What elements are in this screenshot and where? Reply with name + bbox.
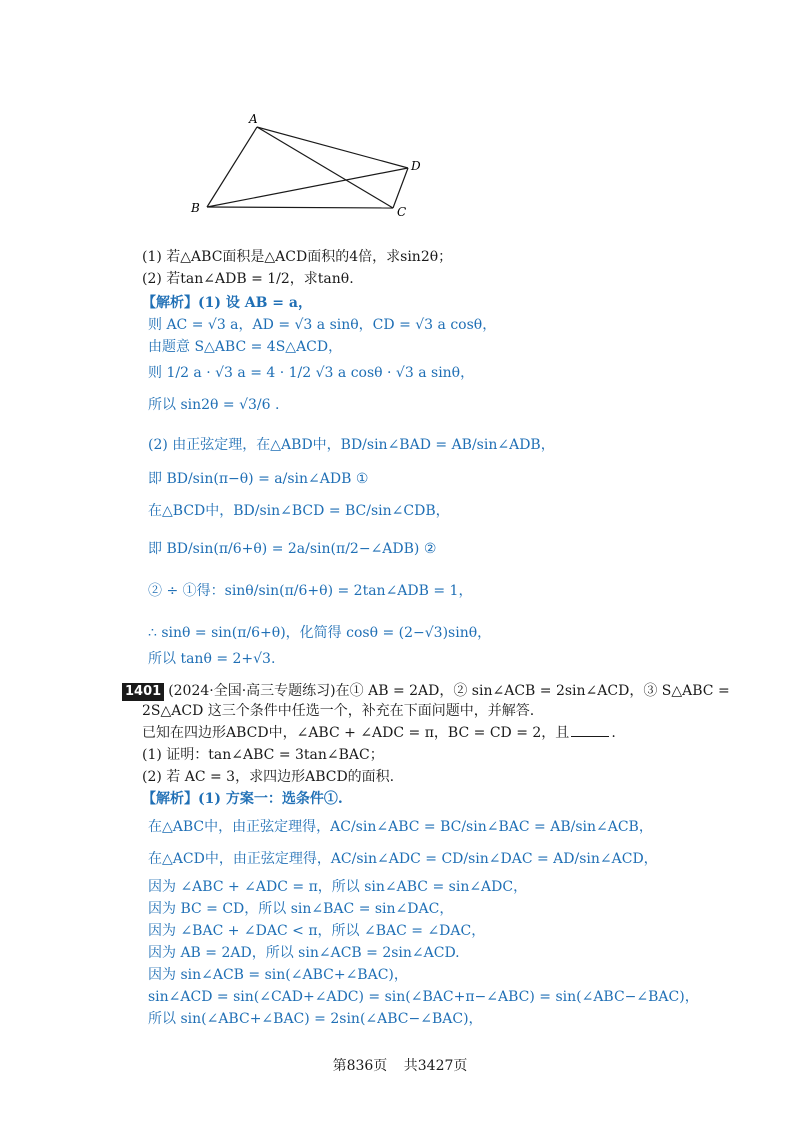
solution-line: 在△BCD中，BD/sin∠BCD = BC/sin∠CDB， — [148, 503, 450, 519]
solution-line: 因为 sin∠ACB = sin(∠ABC+∠BAC)， — [148, 967, 408, 983]
solution-line: 所以 sin2θ = √3/6 . — [148, 397, 280, 413]
solution-line: ② ÷ ①得：sinθ/sin(π/6+θ) = 2tan∠ADB = 1， — [148, 583, 473, 599]
problem2-intro-text: (2024·全国·高三专题练习)在① AB = 2AD，② sin∠ACB = 2sin∠ACD，③ S△ABC = — [168, 683, 730, 699]
solution-line: (2) 由正弦定理，在△ABD中，BD/sin∠BAD = AB/sin∠ADB， — [148, 437, 555, 453]
problem2-intro2: 2S△ACD 这三个条件中任选一个，补充在下面问题中，并解答. — [142, 703, 535, 719]
problem2-given-end: . — [611, 725, 616, 741]
solution-line: 所以 tanθ = 2+√3. — [148, 651, 276, 667]
page-footer — [0, 1055, 800, 1075]
quadrilateral-figure — [185, 110, 430, 222]
solution-line: 因为 ∠ABC + ∠ADC = π，所以 sin∠ABC = sin∠ADC， — [148, 879, 528, 895]
label-d: D — [411, 159, 421, 173]
solution-line: sin∠ACD = sin(∠CAD+∠ADC) = sin(∠BAC+π−∠ABC) = sin(∠ABC−∠BAC)， — [148, 989, 699, 1005]
solution-line: 由题意 S△ABC = 4S△ACD， — [148, 339, 343, 355]
solution-line: 则 1/2 a · √3 a = 4 · 1/2 √3 a cosθ · √3 a sinθ， — [148, 365, 475, 381]
solution-line: 在△ACD中，由正弦定理得，AC/sin∠ADC = CD/sin∠DAC = AD/sin∠ACD， — [148, 851, 658, 867]
problem2-given-text: 已知在四边形ABCD中，∠ABC + ∠ADC = π，BC = CD = 2，且 — [142, 725, 570, 741]
solution-line: ∴ sinθ = sin(π/6+θ)，化简得 cosθ = (2−√3)sinθ， — [148, 625, 492, 641]
page-number: 第836页 — [332, 1058, 388, 1074]
solution-line: 即 BD/sin(π/6+θ) = 2a/sin(π/2−∠ADB) ② — [148, 541, 437, 557]
solution-line: 【解析】(1) 设 AB = a， — [142, 295, 312, 311]
solution-line: 在△ABC中，由正弦定理得，AC/sin∠ABC = BC/sin∠BAC = AB/sin∠ACB， — [148, 819, 653, 835]
solution-line: 即 BD/sin(π−θ) = a/sin∠ADB ① — [148, 471, 369, 487]
solution-line: 因为 BC = CD，所以 sin∠BAC = sin∠DAC， — [148, 901, 454, 917]
label-c: C — [397, 205, 407, 219]
solution-line: 所以 sin(∠ABC+∠BAC) = 2sin(∠ABC−∠BAC)， — [148, 1011, 483, 1027]
solution-line: 【解析】(1) 方案一：选条件①. — [142, 791, 343, 807]
solution-line: 则 AC = √3 a，AD = √3 a sinθ，CD = √3 a cosθ， — [148, 317, 497, 333]
question-number: 1401 — [122, 683, 164, 701]
solution-line: 因为 AB = 2AD，所以 sin∠ACB = 2sin∠ACD. — [148, 945, 460, 961]
label-b: B — [191, 201, 200, 215]
problem2-given — [142, 724, 616, 742]
problem1-part1: (1) 若△ABC面积是△ACD面积的4倍，求sin2θ； — [142, 249, 453, 265]
problem2-intro — [122, 682, 730, 701]
problem1-part2: (2) 若tan∠ADB = 1/2，求tanθ. — [142, 271, 354, 287]
solution-line: 因为 ∠BAC + ∠DAC < π，所以 ∠BAC = ∠DAC， — [148, 923, 486, 939]
page-total: 共3427页 — [403, 1058, 468, 1074]
label-a: A — [249, 112, 258, 126]
problem2-part2: (2) 若 AC = 3，求四边形ABCD的面积. — [142, 769, 395, 785]
answer-blank — [571, 724, 609, 737]
problem2-part1: (1) 证明：tan∠ABC = 3tan∠BAC； — [142, 747, 384, 763]
